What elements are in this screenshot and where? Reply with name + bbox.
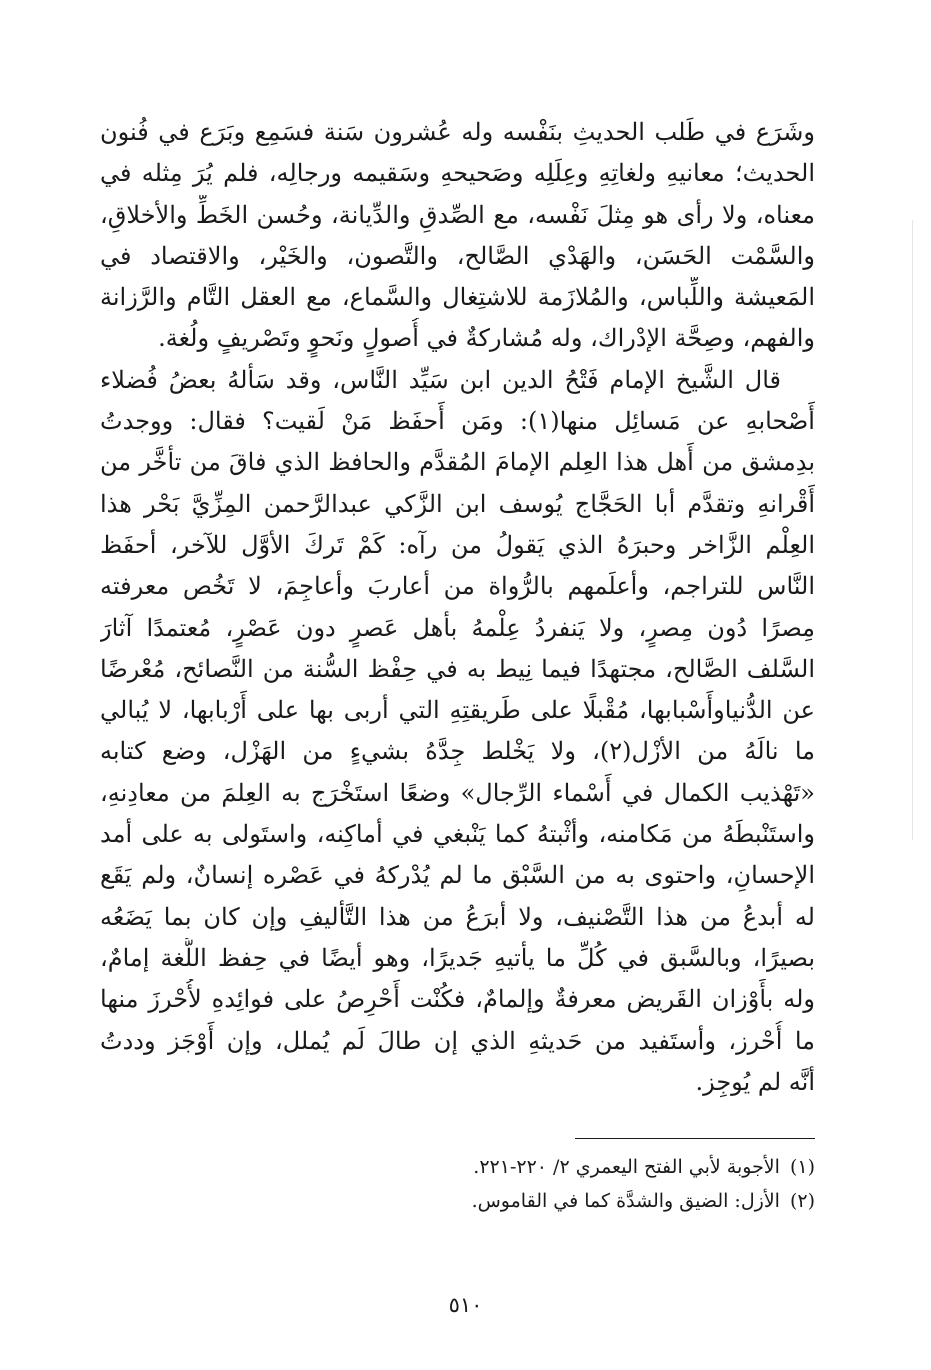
text-line: أَصْحابهِ عن مَسائِل منها(١): ومَن أَحفَظ مَنْ لَقيت؟ فقال: ووجدتُ [100,407,815,436]
text-line: وله بأَوْزان القَريض معرفةٌ وإلمامٌ، فكُنْت أَحْرِصُ على فوائِدهِ لأُحْرزَ منها [100,985,815,1014]
footnote-number: (١) [789,1156,815,1178]
text-line: ما أُحْرز، وأستَفيد من حَديثهِ الذي إن طالَ لَم يُملل، وإن أَوْجَز وددتُ [100,1026,815,1055]
text-line: بدِمشق من أَهل هذا العِلم الإمامَ المُقدَّم والحافظ الذي فاقَ من تأخَّر من [100,448,815,477]
text-line: «تَهْذيب الكمال في أَسْماء الرِّجال» وضعًا استَخْرَج به العِلمَ من معادِنهِ، [100,778,815,807]
text-line: والسَّمْت الحَسَن، والهَدْي الصَّالح، والتَّصون، والخَيْر، والاقتصاد في [100,241,815,270]
text-line: قال الشَّيخ الإمام فَتْحُ الدين ابن سَيِّد النَّاس، وقد سَألهُ بعضُ فُضلاء [100,365,781,394]
text-line: معناه، ولا رأى هو مِثلَ نَفْسه، مع الصِّدقِ والدِّيانة، وحُسن الخَطِّ والأخلاقِ، [100,200,815,229]
text-line: واستَنْبطَهُ من مَكامنه، وأثْبتهُ كما يَنْبغي في أماكِنه، واستَولى به على أمد [100,820,815,849]
footnote-text: الأزل: الضيق والشدَّة كما في القاموس. [471,1190,780,1212]
text-line: الإحسانِ، واحتوى به من السَّبْق ما لم يُدْركهُ في عَصْره إنسانٌ، ولم يَقَع [100,861,815,890]
text-line: النَّاس للتراجم، وأعلَمهم بالرُّواة من أعاربَ وأعاجِمَ، لا تَخُص معرفته [100,572,815,601]
text-line: والفهم، وصِحَّة الإدْراك، وله مُشاركةٌ في أُصولٍ ونَحوٍ وتَصْريفٍ ولُغة. [158,324,815,353]
text-line: مِصرًا دُون مِصرٍ، ولا يَنفردُ عِلْمهُ بأهل عَصرٍ دون عَصْرٍ، مُعتمدًا آثارَ [100,613,815,642]
footnote-2 [100,1184,815,1218]
text-line: أنَّه لم يُوجِز. [695,1067,815,1096]
text-line: العِلْم الزَّاخر وحبرَهُ الذي يَقولُ من رآه: كَمْ تَركَ الأوَّل للآخر، أحفَظ [100,530,815,559]
footnote-separator [575,1138,815,1139]
text-line: السَّلف الصَّالح، مجتهدًا فيما نِيط به في حِفْظ السُّنة من النَّصائح، مُعْرضًا [100,654,815,683]
footnote-number: (٢) [789,1190,815,1212]
text-line: وشَرَع في طَلب الحديثِ بنَفْسه وله عُشرون سَنة فسَمِع وبَرَع في فُنون [100,118,815,146]
text-line: المَعيشة واللِّباس، والمُلازَمة للاشتِغال والسَّماع، مع العقل التَّام والرَّزانة [100,283,815,312]
page-number: ٥١٠ [448,1293,483,1317]
text-line: له أبدعُ من هذا التَّصْنيف، ولا أبرَعُ من هذا التَّأليفِ وإن كان بما يَضَعُه [100,902,815,931]
main-text [100,112,815,1103]
text-line: ما نالَهُ من الأزْل(٢)، ولا يَخْلط جِدَّهُ بشيءٍ من الهَزْل، وضع كتابه [100,737,815,766]
text-line: أَقْرانهِ وتقدَّم أبا الحَجَّاج يُوسف ابن الزَّكي عبدالرَّحمن المِزِّيَّ بَحْر هذا [100,489,815,518]
footnotes [100,1150,815,1218]
footnote-text: الأجوبة لأبي الفتح اليعمري ٢/ ٢٢٠-٢٢١. [473,1156,780,1178]
page-edge-shadow [912,220,913,840]
text-line: الحديث؛ معانيهِ ولغاتِهِ وعِلَلِه وصَحيحهِ وسَقيمه ورجالِه، فلم يُرَ مِثله في [100,159,815,188]
text-line: عن الدُّنياوأَسْبابها، مُقْبلًا على طَريقتِهِ التي أربى بها على أَرْبابها، لا يُبالي [100,696,815,725]
footnote-1 [100,1150,815,1184]
text-line: بصيرًا، وبالسَّبق في كُلِّ ما يأتيهِ جَديرًا، وهو أيضًا في حِفظ اللُّغة إمامٌ، [100,943,815,972]
